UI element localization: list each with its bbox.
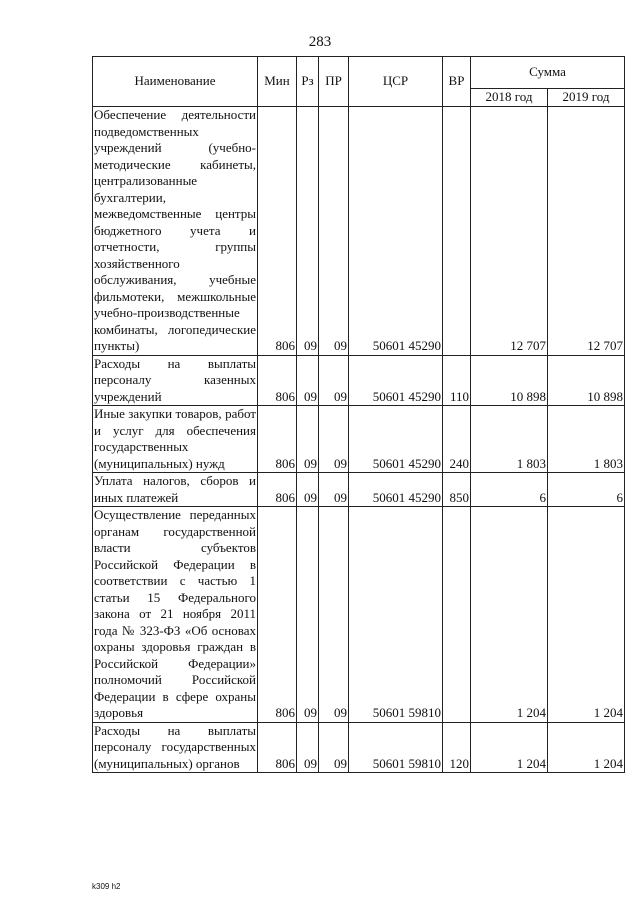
row-rz: 09 bbox=[297, 406, 319, 473]
row-sum-2019: 1 803 bbox=[548, 406, 625, 473]
row-name: Осуществление переданных органам государственной власти субъектов Российской Федерации в соответствии с частью 1 статьи 15 Федерального закона от 21 ноября 2011 года № 323-ФЗ «Об основах охраны здоровья граждан в Российской Федерации» полномочий Российской Федерации в сфере охраны здоровья bbox=[94, 507, 256, 720]
row-pr: 09 bbox=[319, 473, 349, 507]
row-sum-2018: 12 707 bbox=[471, 107, 548, 356]
row-csr: 50601 45290 bbox=[349, 355, 443, 406]
row-min: 806 bbox=[258, 107, 297, 356]
header-pr: ПР bbox=[319, 57, 349, 107]
row-name: Расходы на выплаты персоналу казенных учреждений bbox=[94, 355, 256, 404]
row-sum-2018: 1 204 bbox=[471, 507, 548, 723]
row-name: Иные закупки товаров, работ и услуг для обеспечения государственных (муниципальных) нужд bbox=[94, 406, 256, 471]
row-min: 806 bbox=[258, 355, 297, 406]
row-vr bbox=[443, 107, 471, 356]
header-vr: ВР bbox=[443, 57, 471, 107]
row-rz: 09 bbox=[297, 507, 319, 723]
row-sum-2019: 1 204 bbox=[548, 722, 625, 773]
header-min: Мин bbox=[258, 57, 297, 107]
row-rz: 09 bbox=[297, 107, 319, 356]
row-sum-2019: 1 204 bbox=[548, 507, 625, 723]
row-min: 806 bbox=[258, 507, 297, 723]
row-csr: 50601 45290 bbox=[349, 107, 443, 356]
row-sum-2018: 10 898 bbox=[471, 355, 548, 406]
header-csr: ЦСР bbox=[349, 57, 443, 107]
row-sum-2018: 1 204 bbox=[471, 722, 548, 773]
row-rz: 09 bbox=[297, 473, 319, 507]
table-row bbox=[93, 722, 625, 773]
row-vr: 240 bbox=[443, 406, 471, 473]
page-number: 283 bbox=[308, 34, 332, 50]
table-row bbox=[93, 473, 625, 507]
row-rz: 09 bbox=[297, 722, 319, 773]
row-rz: 09 bbox=[297, 355, 319, 406]
row-csr: 50601 45290 bbox=[349, 406, 443, 473]
header-rz: Рз bbox=[297, 57, 319, 107]
row-pr: 09 bbox=[319, 355, 349, 406]
row-min: 806 bbox=[258, 406, 297, 473]
table-row bbox=[93, 507, 625, 723]
row-csr: 50601 45290 bbox=[349, 473, 443, 507]
table-row bbox=[93, 406, 625, 473]
budget-table bbox=[92, 56, 625, 773]
row-sum-2019: 12 707 bbox=[548, 107, 625, 356]
row-pr: 09 bbox=[319, 107, 349, 356]
row-csr: 50601 59810 bbox=[349, 507, 443, 723]
row-name: Уплата налогов, сборов и иных платежей bbox=[94, 473, 256, 505]
row-vr: 850 bbox=[443, 473, 471, 507]
row-sum-2019: 6 bbox=[548, 473, 625, 507]
row-vr: 120 bbox=[443, 722, 471, 773]
table-row bbox=[93, 107, 625, 356]
row-name: Обеспечение деятельности подведомственных учреждений (учебно-методические кабинеты, централизованные бухгалтерии, межведомственные центры бюджетного учета и отчетности, группы хозяйственного обслуживания, учебные фильмотеки, межшкольные учебно-производственные комбинаты, логопедические пункты) bbox=[94, 107, 256, 353]
row-vr: 110 bbox=[443, 355, 471, 406]
footer-code: k309 h2 bbox=[92, 882, 121, 891]
row-sum-2018: 1 803 bbox=[471, 406, 548, 473]
row-pr: 09 bbox=[319, 507, 349, 723]
row-sum-2019: 10 898 bbox=[548, 355, 625, 406]
row-name: Расходы на выплаты персоналу государственных (муниципальных) органов bbox=[94, 722, 256, 771]
header-name: Наименование bbox=[93, 57, 258, 107]
header-year-2018: 2018 год bbox=[471, 89, 548, 107]
row-sum-2018: 6 bbox=[471, 473, 548, 507]
row-min: 806 bbox=[258, 473, 297, 507]
header-sum: Сумма bbox=[471, 57, 625, 89]
row-pr: 09 bbox=[319, 722, 349, 773]
row-min: 806 bbox=[258, 722, 297, 773]
row-vr bbox=[443, 507, 471, 723]
row-csr: 50601 59810 bbox=[349, 722, 443, 773]
row-pr: 09 bbox=[319, 406, 349, 473]
table-row bbox=[93, 355, 625, 406]
header-year-2019: 2019 год bbox=[548, 89, 625, 107]
